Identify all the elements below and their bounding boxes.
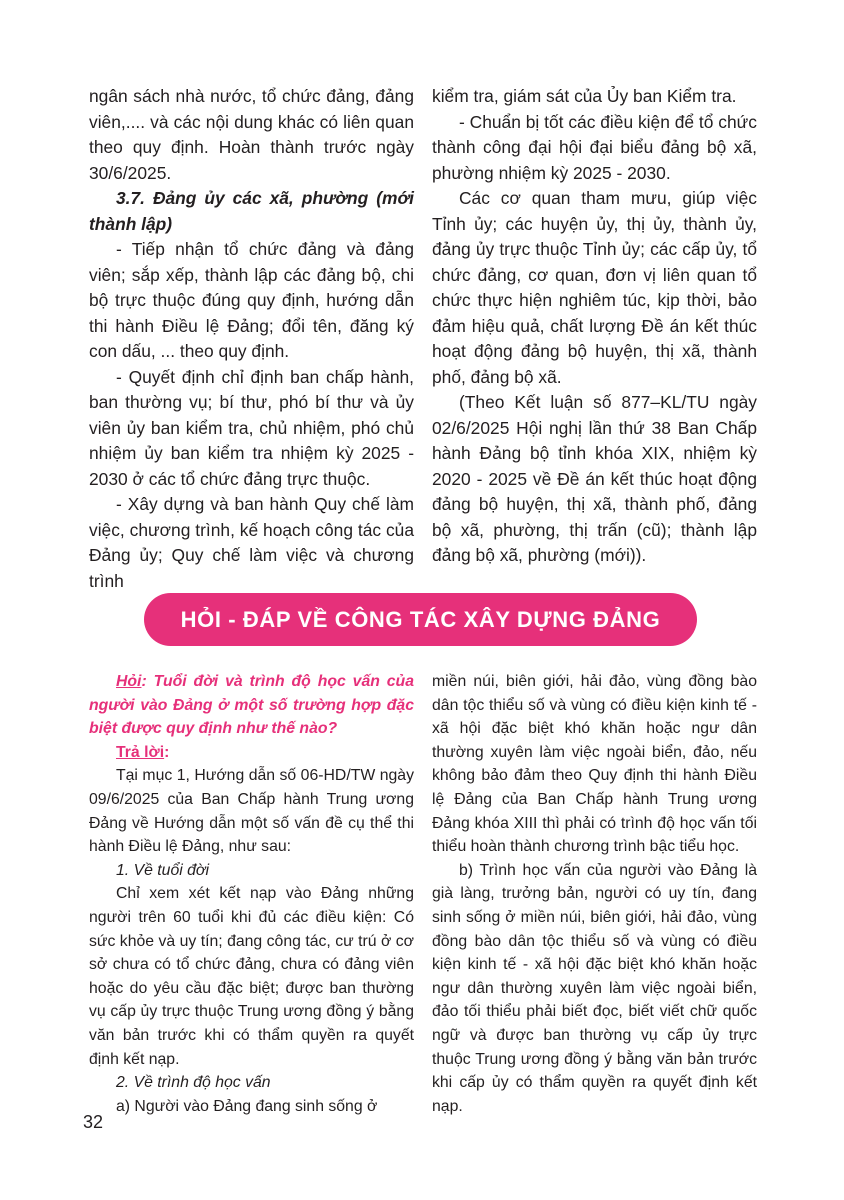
paragraph: miền núi, biên giới, hải đảo, vùng đồng bào dân tộc thiểu số và vùng có điều kiện kinh tế - xã hội đặc biệt khó khăn hoặc ngư dân thường xuyên làm việc ngoài biển, đảo, nếu không bảo đảm theo Quy định thi hành Điều lệ Đảng của Ban Chấp hành Trung ương Đảng khóa XIII thì phải có trình độ học vấn tối thiểu hoàn thành chương trình bậc tiểu học. — [432, 673, 757, 856]
banner-title: HỎI - ĐÁP VỀ CÔNG TÁC XÂY DỰNG ĐẢNG — [180, 606, 661, 632]
subheading: 2. Về trình độ học vấn — [116, 1074, 271, 1092]
paragraph: - Tiếp nhận tổ chức đảng và đảng viên; sắp xếp, thành lập các đảng bộ, chi bộ trực thuộc đúng quy định, hướng dẫn thi hành Điều lệ Đảng; đổi tên, đăng ký con dấu, ... theo quy định. — [89, 239, 414, 361]
top-right-column — [432, 84, 757, 569]
page-number: 32 — [83, 1112, 104, 1132]
paragraph: Các cơ quan tham mưu, giúp việc Tỉnh ủy; các huyện ủy, thị ủy, thành ủy, đảng ủy trực thuộc Tỉnh ủy; các cấp ủy, tổ chức đảng, cơ quan, đơn vị liên quan tổ chức thực hiện nghiêm túc, kịp thời, bảo đảm hiệu quả, chất lượng Đề án kết thúc hoạt động đảng bộ huyện, thị xã, thành phố, đảng bộ xã. — [432, 188, 757, 387]
citation-paragraph: (Theo Kết luận số 877–KL/TU ngày 02/6/2025 Hội nghị lần thứ 38 Ban Chấp hành Đảng bộ tỉnh khóa XIX, nhiệm kỳ 2020 - 2025 về Đề án kết thúc hoạt động đảng bộ huyện, thị xã, thành phố, đảng bộ xã, phường, thị trấn (cũ); thành lập đảng bộ xã, phường (mới)). — [432, 392, 757, 565]
question-label: Hỏi — [116, 673, 142, 690]
answer-heading — [89, 741, 414, 765]
paragraph: Tại mục 1, Hướng dẫn số 06-HD/TW ngày 09/6/2025 của Ban Chấp hành Trung ương Đảng về Hướng dẫn một số vấn đề cụ thể thi hành Điều lệ Đảng, như sau: — [89, 767, 414, 856]
section-banner — [144, 593, 697, 646]
paragraph: - Xây dựng và ban hành Quy chế làm việc, chương trình, kế hoạch công tác của Đảng ủy; Quy chế làm việc và chương trình — [89, 494, 414, 591]
paragraph: b) Trình học vấn của người vào Đảng là già làng, trưởng bản, người có uy tín, đang sinh sống ở miền núi, biên giới, hải đảo, vùng đồng bào dân tộc thiểu số và vùng có điều kiện kinh tế - xã hội đặc biệt khó khăn hoặc ngư dân thường xuyên làm việc ngoài biển, đảo tối thiểu phải biết đọc, biết viết chữ quốc ngữ và được ban thường vụ cấp ủy trực thuộc Trung ương đồng ý bằng văn bản trước khi cấp ủy có thẩm quyền ra quyết định kết nạp. — [432, 861, 757, 1115]
top-left-column — [89, 84, 414, 594]
paragraph: ngân sách nhà nước, tổ chức đảng, đảng viên,.... và các nội dung khác có liên quan theo quy định. Hoàn thành trước ngày 30/6/2025. — [89, 86, 414, 183]
qa-left-column — [89, 670, 414, 1118]
question-text: : Tuổi đời và trình độ học vấn của người vào Đảng ở một số trường hợp đặc biệt được quy định như thế nào? — [89, 673, 414, 738]
paragraph: a) Người vào Đảng đang sinh sống ở — [116, 1097, 378, 1115]
answer-label: Trả lời — [116, 743, 165, 761]
paragraph: kiểm tra, giám sát của Ủy ban Kiểm tra. — [432, 86, 737, 106]
answer-colon: : — [164, 743, 170, 761]
paragraph: - Chuẩn bị tốt các điều kiện để tổ chức thành công đại hội đại biểu đảng bộ xã, phường nhiệm kỳ 2025 - 2030. — [432, 111, 757, 183]
subheading: 1. Về tuổi đời — [116, 861, 209, 879]
paragraph: Chỉ xem xét kết nạp vào Đảng những người trên 60 tuổi khi đủ các điều kiện: Có sức khỏe và uy tín; đang công tác, cư trú ở cơ sở chưa có tổ chức đảng, chưa có đảng viên hoặc do yêu cầu đặc biệt; được ban thường vụ cấp ủy trực thuộc Trung ương đồng ý bằng văn bản trước khi có thẩm quyền ra quyết định kết nạp. — [89, 885, 414, 1068]
question-paragraph — [89, 670, 414, 741]
section-heading: 3.7. Đảng ủy các xã, phường (mới thành lập) — [89, 188, 414, 234]
paragraph: - Quyết định chỉ định ban chấp hành, ban thường vụ; bí thư, phó bí thư và ủy viên ủy ban kiểm tra, chủ nhiệm, phó chủ nhiệm ủy ban kiểm tra nhiệm kỳ 2025 - 2030 ở các tổ chức đảng trực thuộc. — [89, 366, 414, 489]
qa-right-column — [432, 670, 757, 1118]
